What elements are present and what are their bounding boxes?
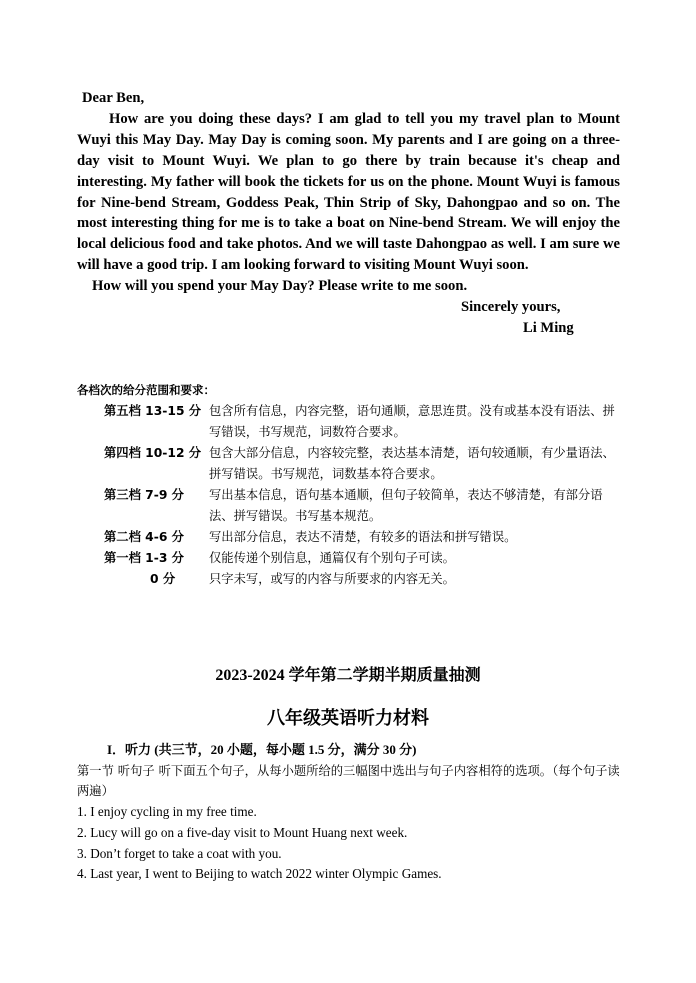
rubric-level-label: 第二档 4-6 分 [104,530,184,544]
rubric-level [77,569,622,590]
rubric-level-desc: 只字未写，或写的内容与所要求的内容无关。 [209,572,455,586]
rubric-level-label: 第三档 7-9 分 [104,488,184,502]
rubric-level-label: 第四档 10-12 分 [104,446,202,460]
section-heading: I．听力 (共三节，20 小题，每小题 1.5 分，满分 30 分) [107,742,417,757]
rubric-level-desc: 写出部分信息，表达不清楚，有较多的语法和拼写错误。 [209,530,517,544]
rubric-level-desc: 包含所有信息，内容完整，语句通顺，意思连贯。没有或基本没有语法、拼写错误，书写规范，词数符合要求。 [209,404,615,439]
rubric-level [77,443,622,485]
rubric-level [77,548,622,569]
exam-title: 2023-2024 学年第二学期半期质量抽测 [215,667,481,684]
letter-closing: Sincerely yours, [461,299,561,316]
rubric-level-label: 0 分 [150,572,176,586]
scoring-rubric [77,380,622,590]
rubric-level [77,401,622,443]
list-item: 4. Last year, I went to Beijing to watch 2022 winter Olympic Games. [77,866,442,882]
list-item: 3. Don’t forget to take a coat with you. [77,845,282,861]
letter-signature: Li Ming [523,319,574,336]
part1-instruction: 第一节 听句子 听下面五个句子，从每小题所给的三幅图中选出与句子内容相符的选项。（每个句子读两遍） [77,763,620,799]
rubric-level [77,485,622,527]
rubric-title: 各档次的给分范围和要求： [77,383,215,397]
letter-question: How will you spend your May Day? Please write to me soon. [92,278,468,295]
rubric-level-desc: 包含大部分信息，内容较完整，表达基本清楚，语句较通顺，有少量语法、拼写错误。书写规范，词数基本符合要求。 [209,446,615,481]
rubric-level-desc: 写出基本信息，语句基本通顺，但句子较简单，表达不够清楚，有部分语法、拼写错误。书写基本规范。 [209,488,603,523]
letter-greeting: Dear Ben, [82,90,145,106]
rubric-level-label: 第五档 13-15 分 [104,404,202,418]
list-item: 2. Lucy will go on a five-day visit to Mount Huang next week. [77,824,408,840]
letter [77,88,620,339]
exam-subtitle: 八年级英语听力材料 [267,708,429,729]
list-item: 1. I enjoy cycling in my free time. [77,804,257,820]
rubric-level [77,527,622,548]
letter-body: How are you doing these days? I am glad to tell you my travel plan to Mount Wuyi this May Day. May Day is coming soon. My parents and I are going on a three-day visit to Mount Wuyi. We plan to go there by train because it's cheap and interesting. My father will book the tickets for us on the phone. Mount Wuyi is famous for Nine-bend Stream, Goddess Peak, Thin Strip of Sky, Dahongpao and so on. The most interesting thing for me is to take a boat on Nine-bend Stream. We will enjoy the local delicious food and take photos. And we will taste Dahongpao as well. I am sure we will have a good trip. I am looking forward to visiting Mount Wuyi soon. [77,110,620,274]
rubric-level-label: 第一档 1-3 分 [104,551,184,565]
listening-section [77,740,622,885]
rubric-level-desc: 仅能传递个别信息，通篇仅有个别句子可读。 [209,551,455,565]
